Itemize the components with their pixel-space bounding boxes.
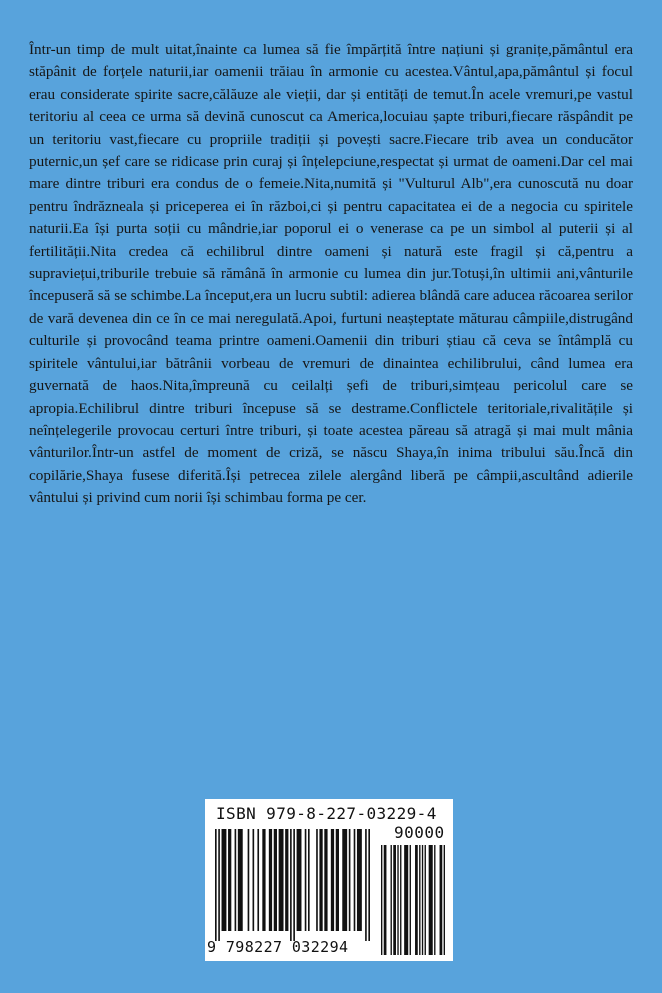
barcode-bar — [290, 829, 292, 941]
barcode-bar — [331, 829, 334, 931]
barcode-bar — [297, 829, 302, 931]
isbn-barcode-block — [205, 799, 453, 961]
ean13-barcode — [215, 829, 370, 941]
barcode-bar — [269, 829, 272, 931]
barcode-bar — [415, 845, 418, 955]
barcode-bar — [368, 829, 370, 941]
barcode-bar — [419, 845, 420, 955]
barcode-bar — [434, 845, 435, 955]
barcode-bar — [400, 845, 401, 955]
barcode-bar — [279, 829, 284, 931]
barcode-bar — [410, 845, 411, 955]
barcode-bar — [316, 829, 318, 931]
barcode-bar — [248, 829, 250, 931]
barcode-bar — [262, 829, 265, 931]
barcode-bar — [324, 829, 327, 931]
barcode-bar — [393, 845, 396, 955]
barcode-bar — [215, 829, 217, 941]
barcode-bar — [228, 829, 231, 931]
barcode-bar — [425, 845, 426, 955]
barcode-bar — [222, 829, 227, 931]
barcode-bar — [357, 829, 362, 931]
price-addon-barcode — [381, 845, 445, 955]
barcode-bar — [319, 829, 322, 931]
barcode-bar — [285, 829, 288, 931]
barcode-bar — [218, 829, 220, 941]
barcode-bar — [440, 845, 443, 955]
barcode-bar — [253, 829, 255, 931]
barcode-bar — [342, 829, 347, 931]
blurb-text: Într-un timp de mult uitat,înainte ca lumea să fie împărțită între națiuni și granițe,pământul era stăpânit de forțele naturii,iar oamenii trăiau în armonie cu acestea.Vântul,apa,pământul și focul erau considerate spirite sacre,călăuze ale vieții, dar și entități de temut.În acele vremuri,pe vastul teritoriu al ceea ce urma să devină cunoscut ca America,locuiau șapte triburi,fiecare răspândit pe un teritoriu vast,fiecare cu propriile tradiții și povești sacre.Fiecare trib avea un conducător puternic,un șef care se ridicase prin curaj și înțelepciune,respectat și urmat de oameni.Dar cel mai mare dintre triburi era condus de o femeie.Nita,numită și "Vulturul Alb",era cunoscută nu doar pentru îndrăzneala și priceperea ei în război,ci și pentru capacitatea ei de a negocia cu spiritele naturii.Ea își purta soții cu mândrie,iar poporul ei o venerase ca pe un simbol al puterii și al fertilității.Nita credea că echilibrul dintre oameni și natură este fragil și că,pentru a supraviețui,triburile trebuie să rămână în armonie cu lumea din jur.Totuși,în ultimii ani,vânturile începuseră să se schimbe.La început,era un lucru subtil: adierea blândă care aducea răcoarea serilor de vară devenea din ce în ce mai neregulată.Apoi, furtuni neașteptate măturau câmpiile,distrugând culturile și provocând teama printre oameni.Oamenii din triburi știau că ceva se întâmplă cu spiritele vântului,iar bătrânii vorbeau de vremuri de dinaintea echilibrului, când lumea era guvernată de haos.Nita,împreună cu ceilalți șefi de triburi,simțeau pericolul care se apropia.Echilibrul dintre triburi începuse să se destrame.Conflictele teritoriale,rivalitățile și neînțelegerile provocau certuri între triburi, și toate acestea păreau să atragă și mai mult mânia vânturilor.Într-un astfel de moment de criză, se născu Shaya,în inima tribului său.Încă din copilărie,Shaya fusese diferită.Își petrecea zilele alergând liberă pe câmpii,ascultând adierile vântului și privind cum norii își schimbau forma pe cer. — [29, 41, 633, 507]
barcode-bar — [354, 829, 356, 931]
barcode-bar — [257, 829, 259, 931]
barcode-bar — [422, 845, 423, 955]
barcode-bar — [384, 845, 387, 955]
barcode-bar — [293, 829, 295, 941]
barcode-bar — [429, 845, 433, 955]
barcode-bar — [397, 845, 398, 955]
barcode-bar — [308, 829, 310, 931]
barcode-bar — [238, 829, 243, 931]
ean-digits: 9 798227 032294 — [207, 938, 349, 956]
barcode-bar — [349, 829, 351, 931]
barcode-bar — [274, 829, 277, 931]
barcode-bar — [444, 845, 445, 955]
barcode-bar — [404, 845, 408, 955]
barcode-bar — [336, 829, 339, 931]
price-addon-digits: 90000 — [394, 823, 445, 842]
barcode-bar — [235, 829, 237, 931]
barcode-bar — [391, 845, 392, 955]
barcode-bar — [365, 829, 367, 941]
barcode-bar — [305, 829, 307, 931]
barcode-bar — [381, 845, 382, 955]
isbn-label: ISBN 979-8-227-03229-4 — [216, 804, 437, 823]
